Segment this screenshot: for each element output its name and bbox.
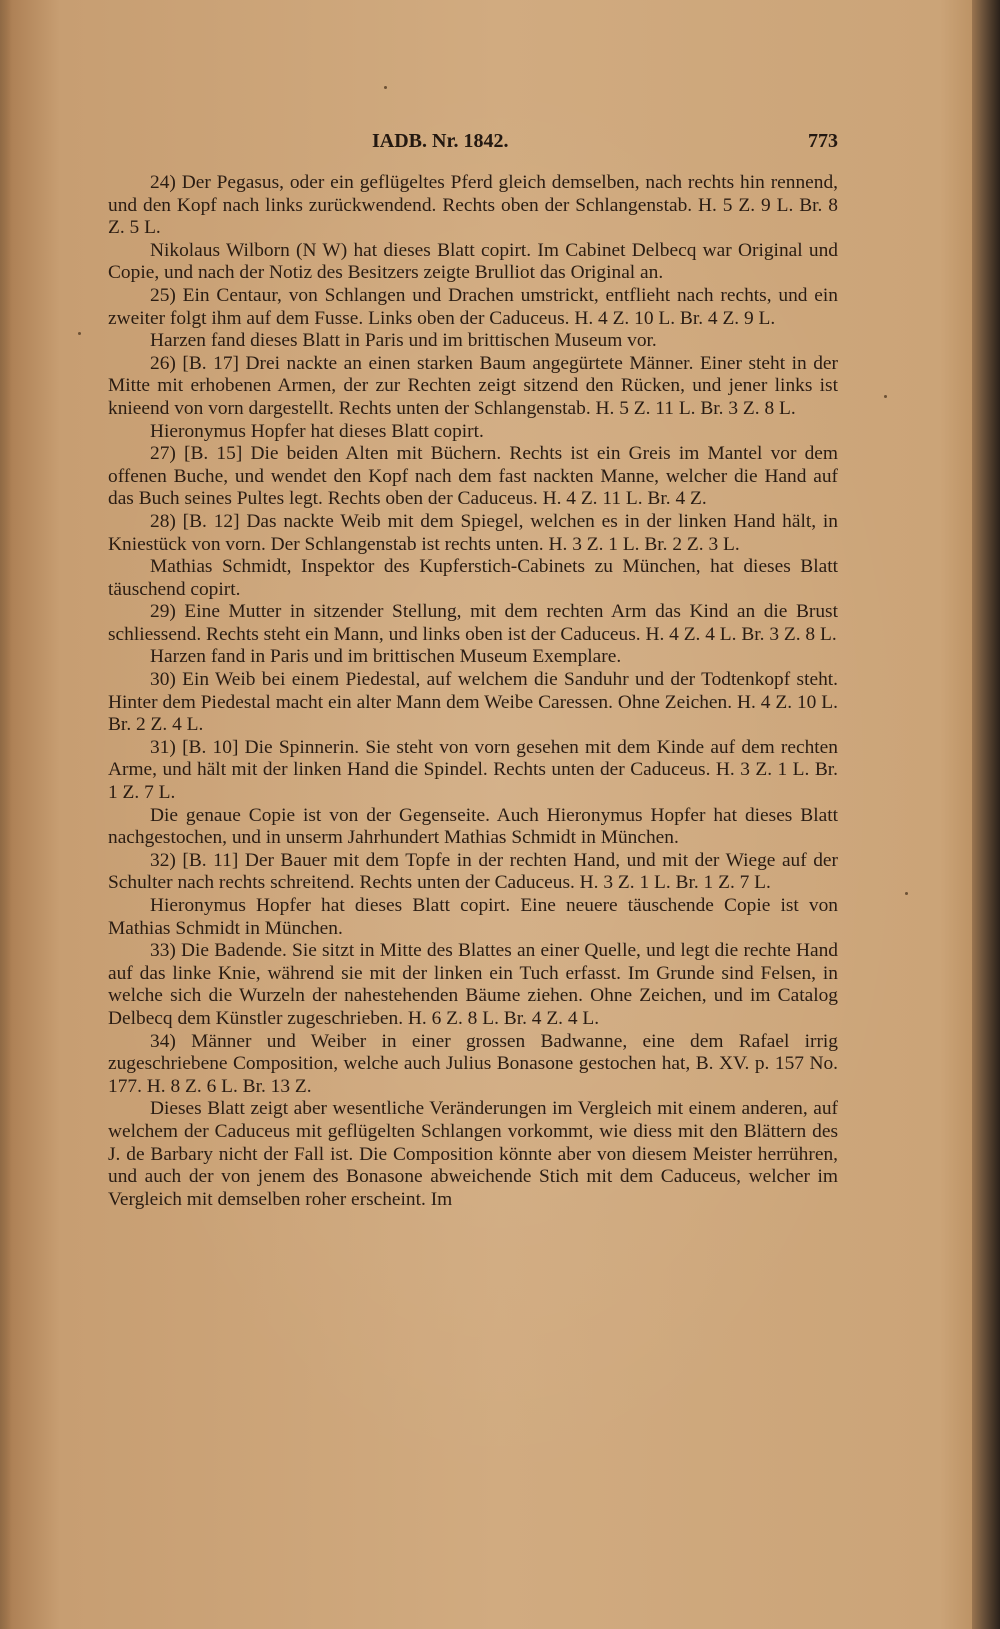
catalog-entry-26: 26) [B. 17] Drei nackte an einen starken Baum angegürtete Männer. Einer steht in der Mitte mit erhobenen Armen, der zur Rechten zeigt sitzend den Rücken, und jener links ist knieend von vorn dargestellt. Rechts unten der Schlangenstab. H. 5 Z. 11 L. Br. 3 Z. 8 L.	[108, 352, 838, 419]
paper-speck	[384, 86, 387, 89]
note-paragraph: Harzen fand in Paris und im brittischen Museum Exemplare.	[150, 646, 622, 668]
catalog-entry-27: 27) [B. 15] Die beiden Alten mit Büchern. Rechts ist ein Greis im Mantel vor dem offenen Buche, und wendet den Kopf nach dem fast nackten Manne, welcher die Hand auf das Buch seines Pultes legt. Rechts oben der Caduceus. H. 4 Z. 11 L. Br. 4 Z.	[108, 443, 838, 510]
note-paragraph: Dieses Blatt zeigt aber wesentliche Veränderungen im Vergleich mit einem anderen, auf welchem der Caduceus mit geflügelten Schlangen vorkommt, wie diess mit den Blättern des J. de Barbary nicht der Fall ist. Die Composition könnte aber von diesem Meister herrühren, und auch der von jenem des Bonasone abweichende Stich mit dem Caduceus, welcher im Vergleich mit demselben roher erscheint. Im	[108, 1098, 838, 1210]
page-right-edge-shadow	[972, 0, 1000, 1629]
paper-speck	[905, 892, 908, 895]
note-paragraph: Harzen fand dieses Blatt in Paris und im brittischen Museum vor.	[150, 330, 657, 352]
catalog-entry-25: 25) Ein Centaur, von Schlangen und Drachen umstrickt, entflieht nach rechts, und ein zweiter folgt ihm auf dem Fusse. Links oben der Caduceus. H. 4 Z. 10 L. Br. 4 Z. 9 L.	[108, 284, 838, 329]
note-paragraph: Hieronymus Hopfer hat dieses Blatt copirt. Eine neuere täuschende Copie ist von Mathias Schmidt in München.	[108, 895, 838, 939]
paper-speck	[884, 395, 887, 398]
note-paragraph: Die genaue Copie ist von der Gegenseite. Auch Hieronymus Hopfer hat dieses Blatt nachgestochen, und in unserm Jahrhundert Mathias Schmidt in München.	[108, 804, 838, 849]
catalog-entry-33: 33) Die Badende. Sie sitzt in Mitte des Blattes an einer Quelle, und legt die rechte Hand auf das linke Knie, während sie mit der linken ein Tuch erfasst. Im Grunde sind Felsen, in welche sich die Wurzeln der nahestehenden Bäume ziehen. Ohne Zeichen, und im Catalog Delbecq dem Künstler zugeschrieben. H. 6 Z. 8 L. Br. 4 Z. 4 L.	[108, 940, 838, 1029]
page-number: 773	[808, 130, 838, 152]
body-text	[108, 172, 838, 1211]
catalog-entry-31: 31) [B. 10] Die Spinnerin. Sie steht von vorn gesehen mit dem Kinde auf dem rechten Arme, und hält mit der linken Hand die Spindel. Rechts unten der Caduceus. H. 3 Z. 1 L. Br. 1 Z. 7 L.	[108, 736, 838, 804]
note-paragraph: Mathias Schmidt, Inspektor des Kupferstich-Cabinets zu München, hat dieses Blatt täuschend copirt.	[108, 556, 838, 600]
page-left-edge-shadow	[0, 0, 12, 1629]
catalog-entry-30: 30) Ein Weib bei einem Piedestal, auf welchem die Sanduhr und der Todtenkopf steht. Hinter dem Piedestal macht ein alter Mann dem Weibe Caressen. Ohne Zeichen. H. 4 Z. 10 L. Br. 2 Z. 4 L.	[108, 669, 838, 736]
catalog-entry-32: 32) [B. 11] Der Bauer mit dem Topfe in der rechten Hand, und mit der Wiege auf der Schulter nach rechts schreitend. Rechts unten der Caduceus. H. 3 Z. 1 L. Br. 1 Z. 7 L.	[108, 849, 838, 894]
running-header	[108, 126, 838, 160]
catalog-entry-24: 24) Der Pegasus, oder ein geflügeltes Pferd gleich demselben, nach rechts hin rennend, und den Kopf nach links zurückwendend. Rechts oben der Schlangenstab. H. 5 Z. 9 L. Br. 8 Z. 5 L.	[108, 172, 838, 239]
paper-speck	[78, 332, 81, 335]
catalog-entry-34: 34) Männer und Weiber in einer grossen Badwanne, eine dem Rafael irrig zugeschriebene Composition, welche auch Julius Bonasone gestochen hat, B. XV. p. 157 No. 177. H. 8 Z. 6 L. Br. 13 Z.	[108, 1030, 838, 1097]
catalog-entry-29: 29) Eine Mutter in sitzender Stellung, mit dem rechten Arm das Kind an die Brust schliessend. Rechts steht ein Mann, und links oben ist der Caduceus. H. 4 Z. 4 L. Br. 3 Z. 8 L.	[108, 601, 838, 645]
running-title: IADB. Nr. 1842.	[372, 130, 509, 152]
catalog-entry-28: 28) [B. 12] Das nackte Weib mit dem Spiegel, welchen es in der linken Hand hält, in Kniestück von vorn. Der Schlangenstab ist rechts unten. H. 3 Z. 1 L. Br. 2 Z. 3 L.	[108, 510, 838, 555]
note-paragraph: Nikolaus Wilborn (N W) hat dieses Blatt copirt. Im Cabinet Delbecq war Original und Copie, und nach der Notiz des Besitzers zeigte Brulliot das Original an.	[108, 239, 838, 284]
note-paragraph: Hieronymus Hopfer hat dieses Blatt copirt.	[150, 420, 484, 442]
